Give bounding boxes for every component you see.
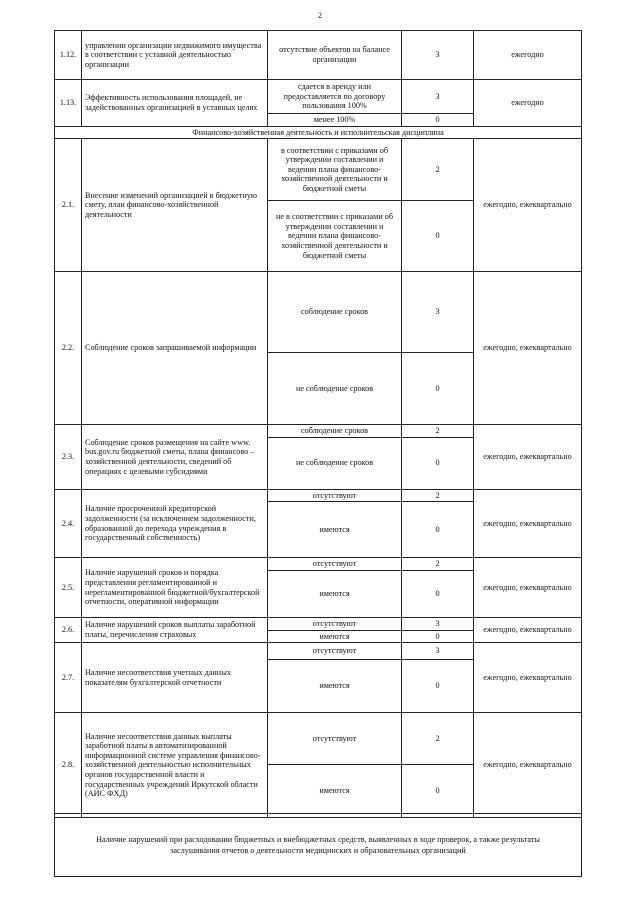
score: 0 — [402, 353, 474, 425]
criterion-name: Наличие несоответствия данных выплаты заработной платы в автоматизированной информационной системе управления финансово-хозяйственной деятельностью исполнительных органов государственной власти и государственных учреждений Иркутской области (АИС ФХД) — [82, 713, 268, 818]
criterion-name: Наличие нарушений сроков и порядка представления регламентированной и нерегламентированной бюджетной/бухгалтерской отчетности, оперативной информации — [82, 558, 268, 618]
violations-note: Наличие нарушений при расходовании бюджетных и внебюджетных средств, выявленных в ходе проверок, а также результаты заслушивания отчетов о деятельности медицинских и образовательных организаций — [54, 813, 582, 877]
condition: имеются — [268, 630, 402, 643]
score: 3 — [402, 617, 474, 630]
score: 0 — [402, 201, 474, 272]
page-number: 2 — [318, 11, 322, 20]
row-number: 2.2. — [55, 272, 82, 425]
period: ежегодно, ежеквартально — [474, 139, 582, 272]
period: ежегодно, ежеквартально — [474, 713, 582, 818]
condition: не соблюдение сроков — [268, 353, 402, 425]
row-number: 2.6. — [55, 617, 82, 642]
condition: имеются — [268, 502, 402, 558]
period: ежегодно — [474, 80, 582, 127]
condition: сдается в аренду или предоставляется по договору пользования 100% — [268, 80, 402, 114]
condition: не соблюдение сроков — [268, 437, 402, 489]
condition: отсутствуют — [268, 713, 402, 765]
score: 3 — [402, 80, 474, 114]
table-row — [55, 643, 582, 660]
criterion-name: Соблюдение сроков запрашиваемой информации — [82, 272, 268, 425]
criterion-name: Внесение изменений организацией в бюджетную смету, план финансово-хозяйственной деятельности — [82, 139, 268, 272]
row-number: 2.3. — [55, 425, 82, 490]
row-number: 2.8. — [55, 713, 82, 818]
score: 3 — [402, 31, 474, 80]
condition: отсутствие объектов на балансе организации — [268, 31, 402, 80]
criterion-name: Соблюдение сроков размещения на сайте www. bus.gov.ru бюджетной сметы, плана финансово – хозяйственной деятельности, сведений об операциях с целевыми субсидиями — [82, 425, 268, 490]
score: 2 — [402, 139, 474, 201]
condition: отсутствуют — [268, 558, 402, 571]
period: ежегодно, ежеквартально — [474, 272, 582, 425]
table-row — [55, 558, 582, 571]
period: ежегодно, ежеквартально — [474, 489, 582, 558]
condition: отсутствуют — [268, 489, 402, 502]
condition: отсутствуют — [268, 643, 402, 660]
period: ежегодно — [474, 31, 582, 80]
table-row — [55, 425, 582, 438]
period: ежегодно, ежеквартально — [474, 617, 582, 642]
score: 3 — [402, 643, 474, 660]
score: 0 — [402, 502, 474, 558]
section-header — [55, 126, 582, 139]
row-number: 2.4. — [55, 489, 82, 558]
condition: имеются — [268, 765, 402, 818]
score: 2 — [402, 713, 474, 765]
period: ежегодно, ежеквартально — [474, 425, 582, 490]
row-number: 2.1. — [55, 139, 82, 272]
criterion-name: управлении организации недвижимого имущества в соответствии с уставной деятельностью организации — [82, 31, 268, 80]
period: ежегодно, ежеквартально — [474, 558, 582, 618]
period: ежегодно, ежеквартально — [474, 643, 582, 713]
table-row — [55, 713, 582, 765]
condition: соблюдение сроков — [268, 272, 402, 353]
condition: в соответствии с приказами об утверждении составлении и ведении плана финансово-хозяйственной деятельности и бюджетной сметы — [268, 139, 402, 201]
score: 0 — [402, 570, 474, 617]
condition: соблюдение сроков — [268, 425, 402, 438]
condition: не в соответствии с приказами об утверждении составлении и ведении плана финансово-хозяйственной деятельности и бюджетной сметы — [268, 201, 402, 272]
criterion-name: Наличие просроченной кредиторской задолженности (за исключением задолженности, образованной до перехода учреждения в государственный собственность) — [82, 489, 268, 558]
score: 2 — [402, 489, 474, 502]
table-row — [55, 272, 582, 353]
row-number: 2.5. — [55, 558, 82, 618]
score: 2 — [402, 425, 474, 438]
criterion-name: Наличие несоответствия учетных данных показателям бухгалтерской отчетности — [82, 643, 268, 713]
row-number: 1.12. — [55, 31, 82, 80]
score: 0 — [402, 114, 474, 127]
condition: менее 100% — [268, 114, 402, 127]
criterion-name: Эффективность использования площадей, не задействованных организацией в уставных целях — [82, 80, 268, 127]
section-title: Финансово-хозяйственная деятельность и исполнительская дисциплина — [55, 126, 582, 139]
criteria-table — [54, 30, 582, 818]
row-number: 1.13. — [55, 80, 82, 127]
score: 3 — [402, 272, 474, 353]
row-number: 2.7. — [55, 643, 82, 713]
table-row — [55, 139, 582, 201]
score: 0 — [402, 437, 474, 489]
score: 0 — [402, 765, 474, 818]
condition: имеются — [268, 660, 402, 713]
condition: имеются — [268, 570, 402, 617]
table-row — [55, 80, 582, 114]
table-row — [55, 31, 582, 80]
condition: отсутствуют — [268, 617, 402, 630]
score: 0 — [402, 630, 474, 643]
score: 0 — [402, 660, 474, 713]
table-row — [55, 617, 582, 630]
score: 2 — [402, 558, 474, 571]
table-row — [55, 489, 582, 502]
criterion-name: Наличие нарушений сроков выплаты заработной платы, перечисления страховых — [82, 617, 268, 642]
